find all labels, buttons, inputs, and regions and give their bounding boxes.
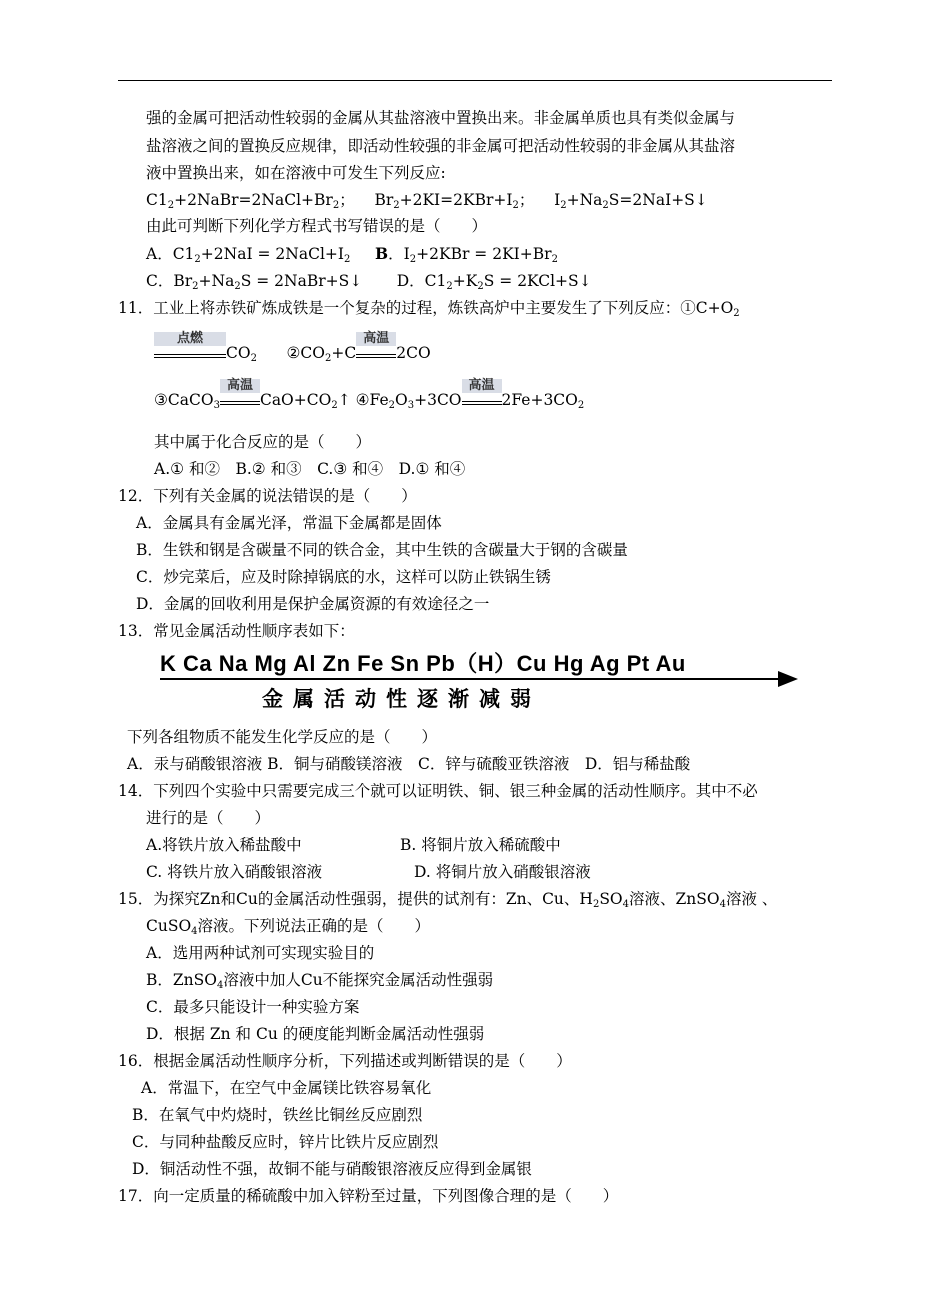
q16-option-b: B．在氧气中灼烧时，铁丝比铜丝反应剧烈 xyxy=(132,1106,423,1124)
q14-option-a: A.将铁片放入稀盐酸中 xyxy=(146,836,302,854)
q14-option-c: C. 将铁片放入硝酸银溶液 xyxy=(146,863,323,881)
activity-series-arrow xyxy=(160,678,782,680)
activity-series-elements: K Ca Na Mg Al Zn Fe Sn Pb（H）Cu Hg Ag Pt Au xyxy=(160,651,686,676)
q16-option-d: D．铜活动性不强，故铜不能与硝酸银溶液反应得到金属银 xyxy=(132,1160,532,1178)
header-rule xyxy=(118,80,832,81)
q10-options-ab: A．$C1_2+2NaI$ = $2NaCl+I_2$ B．$I_2+2KBr = 2KI+Br_2$ xyxy=(146,244,558,265)
high-temp-condition: 高温 xyxy=(462,393,502,405)
q14-stem-line-1: 14．下列四个实验中只需要完成三个就可以证明铁、铜、银三种金属的活动性顺序。其中不必 xyxy=(118,782,758,800)
q11-options: A.① 和② B.② 和③ C.③ 和④ D.① 和④ xyxy=(154,460,466,478)
ignite-condition: 点燃 xyxy=(154,346,226,358)
q10-text-line-3: 液中置换出来，如在溶液中可发生下列反应: xyxy=(146,164,446,182)
q16-option-c: C．与同种盐酸反应时，锌片比铁片反应剧烈 xyxy=(132,1133,439,1151)
q14-option-d: D. 将铜片放入硝酸银溶液 xyxy=(414,863,591,881)
q14-option-b: B. 将铜片放入稀硫酸中 xyxy=(400,836,561,854)
q12-option-b: B．生铁和钢是含碳量不同的铁合金，其中生铁的含碳量大于钢的含碳量 xyxy=(136,541,628,559)
q15-option-a: A．选用两种试剂可实现实验目的 xyxy=(146,944,375,962)
activity-series-figure xyxy=(160,647,800,711)
arrow-head-icon xyxy=(778,671,798,687)
q10-reactions: $C1_2+2NaBr=2NaCl+Br_2$； $Br_2+2KI=2KBr+I_2$； $I_2+Na_2S=2NaI+S↓$ xyxy=(146,191,708,211)
q11-question: 其中属于化合反应的是（ ） xyxy=(154,433,372,451)
q15-stem-line-2: CuSO$_4$溶液。下列说法正确的是（ ） xyxy=(146,917,431,937)
q12-stem: 12．下列有关金属的说法错误的是（ ） xyxy=(118,487,417,505)
q10-question: 由此可判断下列化学方程式书写错误的是（ ） xyxy=(146,217,488,235)
q15-stem-line-1: 15．为探究Zn和Cu的金属活动性强弱，提供的试剂有：Zn、Cu、$H_2SO_4$溶液、ZnSO$_4$溶液 、 xyxy=(118,890,778,910)
q12-option-c: C．炒完菜后，应及时除掉锅底的水，这样可以防止铁锅生锈 xyxy=(136,568,551,586)
q15-option-c: C．最多只能设计一种实验方案 xyxy=(146,998,360,1016)
high-temp-condition: 高温 xyxy=(356,346,396,358)
q16-option-a: A．常温下，在空气中金属镁比铁容易氧化 xyxy=(141,1079,432,1097)
q13-question: 下列各组物质不能发生化学反应的是（ ） xyxy=(127,728,438,746)
q12-option-d: D．金属的回收利用是保护金属资源的有效途径之一 xyxy=(136,595,490,613)
q11-eq-row-2: ③CaCO$_3$ 高温 $CaO+CO_2↑$ $④Fe_2O_3+3CO$ 高温 $2Fe+3CO_2$ xyxy=(154,378,585,411)
q13-options: A．汞与硝酸银溶液 B．铜与硝酸镁溶液 C．锌与硫酸亚铁溶液 D．铝与稀盐酸 xyxy=(127,755,691,773)
q11-eq-row-1: 点燃 $CO_2$ $②CO_2+C$ 高温 2CO xyxy=(154,343,431,369)
q10-text-line-1: 强的金属可把活动性较弱的金属从其盐溶液中置换出来。非金属单质也具有类似金属与 xyxy=(146,109,736,127)
q14-stem-line-2: 进行的是（ ） xyxy=(146,809,271,827)
q12-option-a: A．金属具有金属光泽，常温下金属都是固体 xyxy=(136,514,442,532)
q15-option-d: D．根据 Zn 和 Cu 的硬度能判断金属活动性强弱 xyxy=(146,1025,485,1043)
q15-option-b: B．ZnSO$_4$溶液中加人Cu不能探究金属活动性强弱 xyxy=(146,971,494,991)
q17-stem: 17．向一定质量的稀硫酸中加入锌粉至过量，下列图像合理的是（ ） xyxy=(118,1187,619,1205)
q10-text-line-2: 盐溶液之间的置换反应规律，即活动性较强的非金属可把活动性较弱的非金属从其盐溶 xyxy=(146,137,736,155)
high-temp-condition: 高温 xyxy=(220,393,260,405)
q11-stem: 11．工业上将赤铁矿炼成铁是一个复杂的过程，炼铁高炉中主要发生了下列反应：$①C+O_2$ xyxy=(118,299,740,319)
activity-series-caption: 金属活动性逐渐减弱 xyxy=(262,687,541,711)
q10-options-cd: C．$Br_2+Na_2S$ = 2NaBr+S↓ D．$C1_2+K_2S$ = 2KCl+S↓ xyxy=(146,272,592,292)
q16-stem: 16．根据金属活动性顺序分析，下列描述或判断错误的是（ ） xyxy=(118,1052,572,1070)
q13-stem: 13．常见金属活动性顺序表如下： xyxy=(118,622,355,640)
